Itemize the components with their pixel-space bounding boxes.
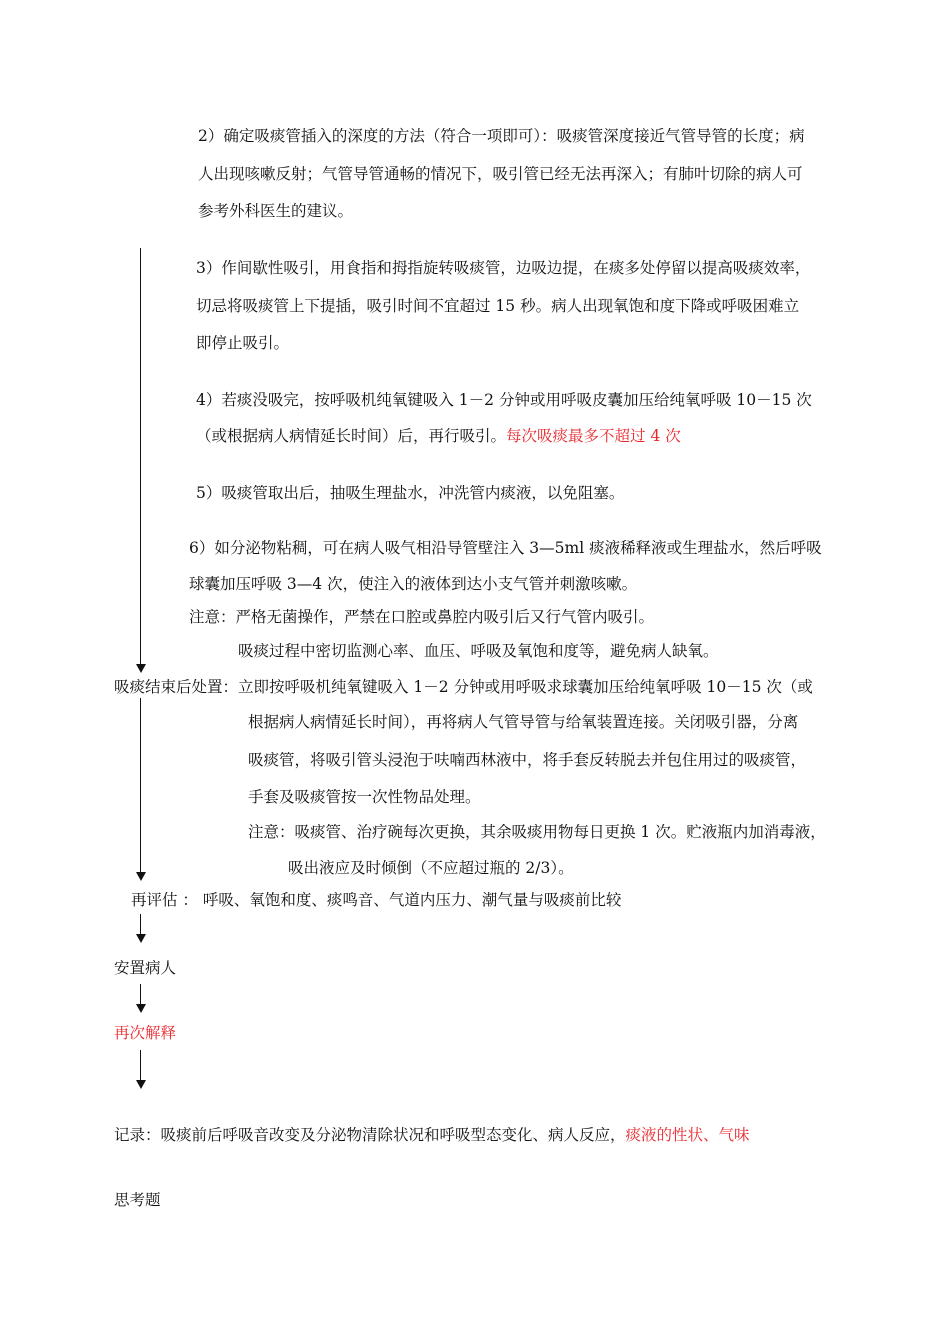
- step3-line1: 3）作间歇性吸引，用食指和拇指旋转吸痰管，边吸边提，在痰多处停留以提高吸痰效率，: [196, 259, 811, 277]
- step4-highlight: 每次吸痰最多不超过 4 次: [506, 427, 681, 445]
- after-line3: 吸痰管，将吸引管头浸泡于呋喃西林液中，将手套反转脱去并包住用过的吸痰管，: [248, 751, 807, 769]
- step5-line1: 5）吸痰管取出后，抽吸生理盐水，冲洗管内痰液，以免阻塞。: [196, 484, 625, 502]
- after-line4: 手套及吸痰管按一次性物品处理。: [248, 788, 481, 806]
- record-line: [114, 1125, 750, 1145]
- step3-line3: 即停止吸引。: [196, 334, 290, 352]
- settle-patient: 安置病人: [114, 959, 177, 977]
- after-line1: 吸痰结束后处置：立即按呼吸机纯氧键吸入 1－2 分钟或用呼吸求球囊加压给纯氧呼吸 10－15 次（或: [114, 678, 813, 696]
- step2-line2: 人出现咳嗽反射；气管导管通畅的情况下，吸引管已经无法再深入；有肺叶切除的病人可: [198, 165, 803, 183]
- step4-line2: [196, 426, 681, 446]
- step4-line1: 4）若痰没吸完，按呼吸机纯氧键吸入 1－2 分钟或用呼吸皮囊加压给纯氧呼吸 10－15 次: [196, 391, 812, 409]
- after-note2: 吸出液应及时倾倒（不应超过瓶的 2/3）。: [288, 859, 574, 877]
- after-note1: 注意：吸痰管、治疗碗每次更换，其余吸痰用物每日更换 1 次。贮液瓶内加消毒液，: [248, 823, 826, 841]
- reassess-line: 再评估 ： 呼吸、氧饱和度、痰鸣音、气道内压力、潮气量与吸痰前比较: [131, 891, 622, 909]
- step2-line3: 参考外科医生的建议。: [198, 202, 354, 220]
- step6-note1: 注意：严格无菌操作，严禁在口腔或鼻腔内吸引后又行气管内吸引。: [189, 608, 655, 626]
- step3-line2: 切忌将吸痰管上下提插，吸引时间不宜超过 15 秒。病人出现氧饱和度下降或呼吸困难立: [196, 297, 800, 315]
- questions-heading: 思考题: [114, 1191, 161, 1209]
- step6-line2: 球囊加压呼吸 3—4 次，使注入的液体到达小支气管并刺激咳嗽。: [189, 575, 638, 593]
- record-highlight: 痰液的性状、气味: [625, 1126, 750, 1144]
- after-line2: 根据病人病情延长时间），再将病人气管导管与给氧装置连接。关闭吸引器，分离: [248, 713, 799, 731]
- step6-line1: 6）如分泌物粘稠，可在病人吸气相沿导管壁注入 3—5ml 痰液稀释液或生理盐水，然后呼吸: [189, 539, 822, 557]
- step6-note2: 吸痰过程中密切监测心率、血压、呼吸及氧饱和度等，避免病人缺氧。: [238, 642, 719, 660]
- explain-again: 再次解释: [114, 1024, 177, 1042]
- step2-line1: 2）确定吸痰管插入的深度的方法（符合一项即可）：吸痰管深度接近气管导管的长度；病: [198, 127, 805, 145]
- record-text: 记录：吸痰前后呼吸音改变及分泌物清除状况和呼吸型态变化、病人反应，: [114, 1126, 626, 1144]
- step4-line2-text: （或根据病人病情延长时间）后，再行吸引。: [196, 427, 507, 445]
